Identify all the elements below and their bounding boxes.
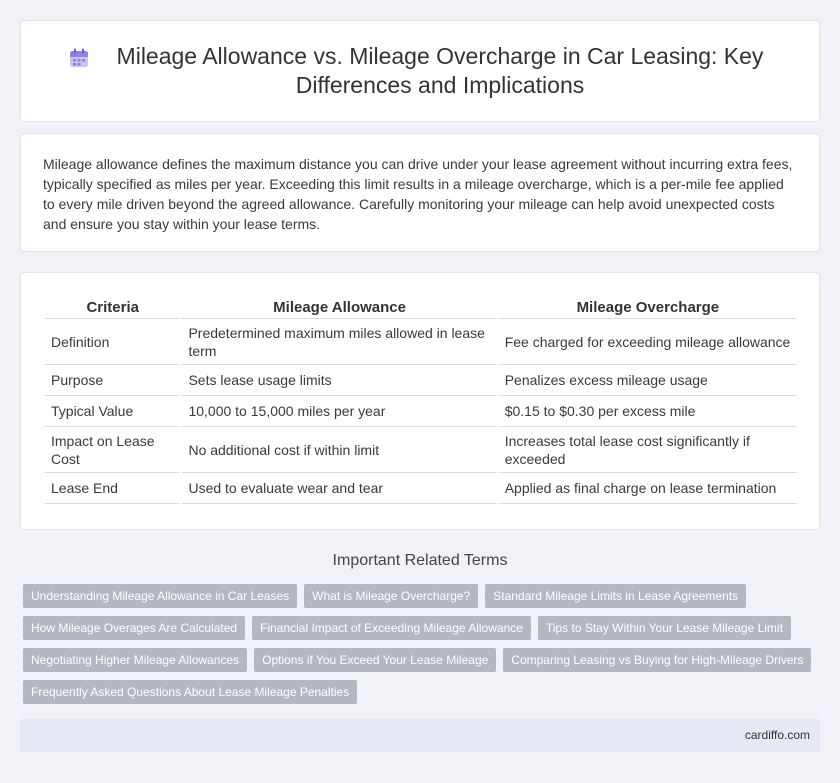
table-cell: 10,000 to 15,000 miles per year xyxy=(182,396,496,427)
table-cell: Increases total lease cost significantly if exceeded xyxy=(499,427,797,473)
table-row xyxy=(45,473,797,504)
related-terms-heading: Important Related Terms xyxy=(332,552,508,569)
table-row xyxy=(45,319,797,365)
table-row xyxy=(45,427,797,473)
related-term-link[interactable]: Options if You Exceed Your Lease Mileage xyxy=(254,648,496,672)
table-cell: Impact on Lease Cost xyxy=(45,427,180,473)
related-term-link[interactable]: Standard Mileage Limits in Lease Agreements xyxy=(485,584,746,608)
intro-card xyxy=(20,133,820,252)
table-cell: Definition xyxy=(45,319,180,365)
table-cell: No additional cost if within limit xyxy=(182,427,496,473)
related-terms-list xyxy=(23,584,823,712)
page-title: Mileage Allowance vs. Mileage Overcharge in Car Leasing: Key Differences and Implications xyxy=(116,43,764,98)
table-row xyxy=(45,365,797,396)
comparison-table xyxy=(43,297,799,504)
table-cell: Typical Value xyxy=(45,396,180,427)
related-term-link[interactable]: Tips to Stay Within Your Lease Mileage Limit xyxy=(538,616,791,640)
table-cell: Sets lease usage limits xyxy=(182,365,496,396)
related-term-link[interactable]: Financial Impact of Exceeding Mileage Allowance xyxy=(252,616,531,640)
table-header-cell: Criteria xyxy=(45,297,180,319)
intro-paragraph: Mileage allowance defines the maximum distance you can drive under your lease agreement without incurring extra fees, typically specified as miles per year. Exceeding this limit results in a mileage overcharge, which is a per-mile fee applied to every mile driven beyond the agreed allowance. Carefully monitoring your mileage can help avoid unexpected costs and ensure you stay within your lease terms. xyxy=(43,156,793,232)
related-term-link[interactable]: What is Mileage Overcharge? xyxy=(304,584,478,608)
footer xyxy=(20,719,820,752)
table-header-cell: Mileage Overcharge xyxy=(499,297,797,319)
related-term-link[interactable]: How Mileage Overages Are Calculated xyxy=(23,616,245,640)
related-term-link[interactable]: Comparing Leasing vs Buying for High-Mileage Drivers xyxy=(503,648,811,672)
table-cell: Predetermined maximum miles allowed in lease term xyxy=(182,319,496,365)
table-cell: Lease End xyxy=(45,473,180,504)
table-cell: Fee charged for exceeding mileage allowance xyxy=(499,319,797,365)
related-term-link[interactable]: Understanding Mileage Allowance in Car Leases xyxy=(23,584,297,608)
table-header-cell: Mileage Allowance xyxy=(182,297,496,319)
table-header-row xyxy=(45,297,797,319)
table-cell: Used to evaluate wear and tear xyxy=(182,473,496,504)
table-cell: $0.15 to $0.30 per excess mile xyxy=(499,396,797,427)
title-card xyxy=(20,20,820,122)
related-term-link[interactable]: Frequently Asked Questions About Lease Mileage Penalties xyxy=(23,680,357,704)
related-term-link[interactable]: Negotiating Higher Mileage Allowances xyxy=(23,648,247,672)
table-row xyxy=(45,396,797,427)
table-cell: Purpose xyxy=(45,365,180,396)
table-cell: Penalizes excess mileage usage xyxy=(499,365,797,396)
comparison-card xyxy=(20,272,820,530)
footer-site-link[interactable]: cardiffo.com xyxy=(744,728,810,742)
table-cell: Applied as final charge on lease termination xyxy=(499,473,797,504)
